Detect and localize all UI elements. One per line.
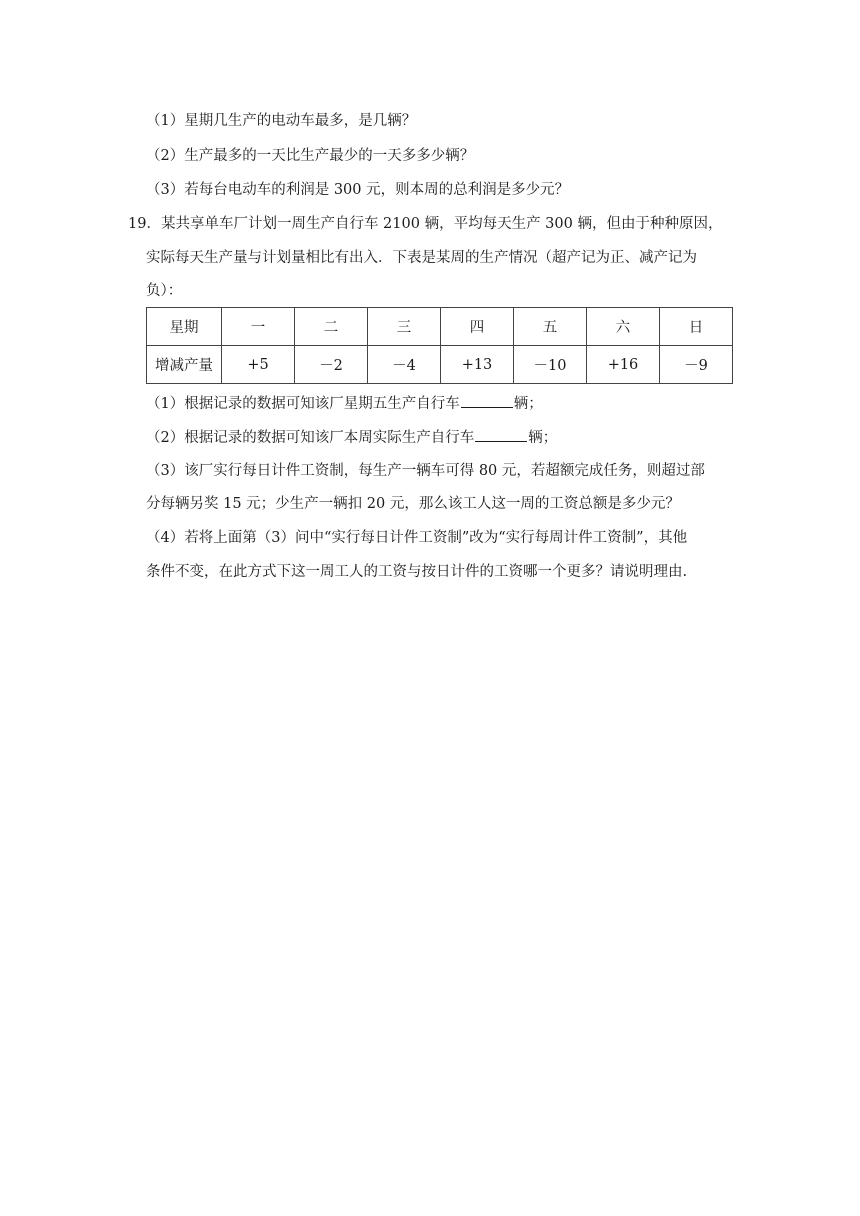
table-cell: 四 bbox=[441, 308, 514, 346]
question-19-line-1 bbox=[128, 214, 722, 234]
table-header-row bbox=[147, 308, 733, 346]
question-number: 19． bbox=[128, 216, 161, 232]
table-row bbox=[147, 346, 733, 384]
question-intro-text-1: 某共享单车厂计划一周生产自行车 2100 辆，平均每天生产 300 辆，但由于种种原因， bbox=[160, 216, 723, 232]
sub-question-3-line-2: 分每辆另奖 15 元；少生产一辆扣 20 元，那么该工人这一周的工资总额是多少元？ bbox=[146, 496, 680, 512]
table-cell: 三 bbox=[368, 308, 441, 346]
prev-question-2: （2）生产最多的一天比生产最少的一天多多少辆？ bbox=[146, 148, 475, 164]
answer-blank[interactable] bbox=[475, 427, 527, 442]
table-cell: 一 bbox=[222, 308, 295, 346]
answer-blank[interactable] bbox=[461, 393, 513, 408]
prev-question-3: （3）若每台电动车的利润是 300 元，则本周的总利润是多少元？ bbox=[146, 182, 570, 198]
sub-question-2-text: （2）根据记录的数据可知该厂本周实际生产自行车 bbox=[146, 430, 475, 446]
prev-question-1: （1）星期几生产的电动车最多，是几辆？ bbox=[146, 113, 417, 129]
question-19-line-2: 实际每天生产量与计划量相比有出入．下表是某周的生产情况（超产记为正、减产记为 bbox=[146, 250, 697, 266]
table-cell: －4 bbox=[368, 346, 441, 384]
table-cell: +5 bbox=[222, 346, 295, 384]
sub-question-1-unit: 辆； bbox=[513, 396, 543, 412]
table-cell: 日 bbox=[660, 308, 733, 346]
table-cell: －10 bbox=[514, 346, 587, 384]
production-table bbox=[146, 307, 733, 384]
table-cell: 增减产量 bbox=[147, 346, 222, 384]
sub-question-2 bbox=[146, 427, 557, 448]
table-cell: +16 bbox=[587, 346, 660, 384]
table-cell: +13 bbox=[441, 346, 514, 384]
table-cell: 五 bbox=[514, 308, 587, 346]
table-cell: 星期 bbox=[147, 308, 222, 346]
sub-question-1 bbox=[146, 393, 543, 414]
table-cell: －2 bbox=[295, 346, 368, 384]
sub-question-1-text: （1）根据记录的数据可知该厂星期五生产自行车 bbox=[146, 396, 460, 412]
sub-question-4-line-2: 条件不变，在此方式下这一周工人的工资与按日计件的工资哪一个更多？请说明理由. bbox=[146, 564, 688, 580]
table-cell: 六 bbox=[587, 308, 660, 346]
sub-question-3-line-1: （3）该厂实行每日计件工资制，每生产一辆车可得 80 元，若超额完成任务，则超过部 bbox=[146, 463, 705, 479]
table-cell: 二 bbox=[295, 308, 368, 346]
table-cell: －9 bbox=[660, 346, 733, 384]
question-19-line-3: 负）： bbox=[146, 283, 183, 299]
sub-question-4-line-1: （4）若将上面第（3）问中“实行每日计件工资制”改为“实行每周计件工资制”，其他 bbox=[146, 530, 688, 546]
sub-question-2-unit: 辆； bbox=[528, 430, 558, 446]
